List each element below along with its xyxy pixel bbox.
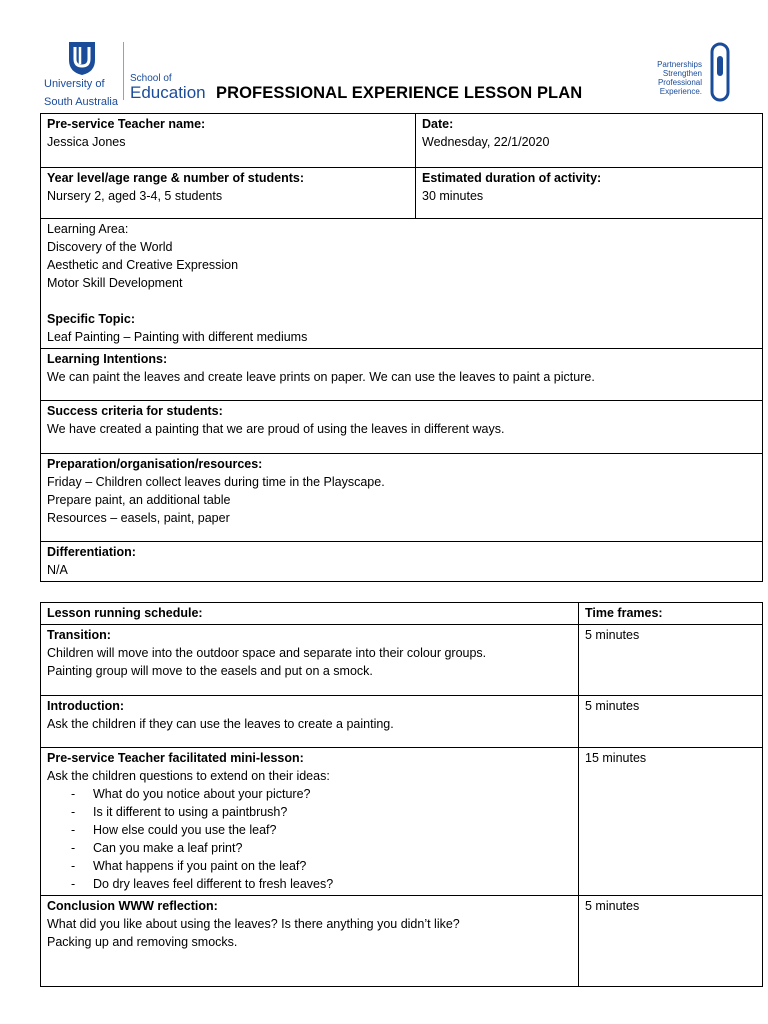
learning-area-cell xyxy=(41,219,763,349)
question-item: - What do you notice about your picture? xyxy=(71,785,572,803)
schedule-step-cell xyxy=(41,696,579,748)
learning-area-item: Aesthetic and Creative Expression xyxy=(47,258,239,272)
topic-value: Leaf Painting – Painting with different mediums xyxy=(47,330,308,344)
differentiation-label: Differentiation: xyxy=(47,545,136,559)
step-line: Packing up and removing smocks. xyxy=(47,935,238,949)
table-row xyxy=(41,454,763,542)
time-frames-column-header: Time frames: xyxy=(579,603,763,625)
schedule-step-cell xyxy=(41,896,579,987)
step-line: Ask the children questions to extend on their ideas: xyxy=(47,769,330,783)
step-title: Introduction: xyxy=(47,699,125,713)
preparation-cell xyxy=(41,454,763,542)
teacher-value: Jessica Jones xyxy=(47,135,126,149)
step-line: Ask the children if they can use the leaves to create a painting. xyxy=(47,717,394,731)
schedule-step-cell xyxy=(41,748,579,896)
school-name xyxy=(130,74,206,102)
partnerships-mark-icon xyxy=(708,42,734,102)
learning-area-label: Learning Area: xyxy=(47,222,129,236)
school-of-label: School of xyxy=(130,73,172,84)
spacer xyxy=(47,292,756,310)
differentiation-cell xyxy=(41,542,763,582)
step-line: What did you like about using the leaves? Is there anything you didn’t like? xyxy=(47,917,460,931)
year-level-cell xyxy=(41,168,416,219)
time-frame-cell: 5 minutes xyxy=(579,696,763,748)
date-cell xyxy=(416,114,763,168)
preparation-line: Friday – Children collect leaves during time in the Playscape. xyxy=(47,475,385,489)
document-header xyxy=(0,0,768,110)
intentions-label: Learning Intentions: xyxy=(47,352,168,366)
university-logo xyxy=(44,40,122,108)
table-row xyxy=(41,603,763,625)
learning-area-item: Motor Skill Development xyxy=(47,276,183,290)
success-criteria-value: We have created a painting that we are proud of using the leaves in different ways. xyxy=(47,422,505,436)
time-frame-cell: 5 minutes xyxy=(579,896,763,987)
university-name-line2: South Australia xyxy=(44,96,118,108)
university-name-line1: University of xyxy=(44,78,105,90)
success-criteria-label: Success criteria for students: xyxy=(47,404,223,418)
table-row xyxy=(41,625,763,696)
partner-line-1: Partnerships xyxy=(657,60,702,69)
date-label: Date: xyxy=(422,117,454,131)
step-line: Children will move into the outdoor space and separate into their colour groups. xyxy=(47,646,487,660)
lesson-schedule-table xyxy=(40,602,763,987)
success-criteria-cell xyxy=(41,401,763,454)
question-item: - Is it different to using a paintbrush? xyxy=(71,803,572,821)
duration-label: Estimated duration of activity: xyxy=(422,171,602,185)
partnerships-logo xyxy=(632,42,736,104)
partner-line-2: Strengthen xyxy=(662,69,702,78)
question-item: - Can you make a leaf print? xyxy=(71,839,572,857)
table-row xyxy=(41,896,763,987)
schedule-step-cell xyxy=(41,625,579,696)
intentions-value: We can paint the leaves and create leave prints on paper. We can use the leaves to paint a picture. xyxy=(47,370,595,384)
lesson-details-table xyxy=(40,113,763,582)
university-name xyxy=(44,78,118,114)
table-row xyxy=(41,401,763,454)
step-title: Pre-service Teacher facilitated mini-lesson: xyxy=(47,751,304,765)
time-frame-cell: 15 minutes xyxy=(579,748,763,896)
partner-line-3: Professional xyxy=(657,78,702,87)
page-title: PROFESSIONAL EXPERIENCE LESSON PLAN xyxy=(216,84,583,102)
time-frame-cell: 5 minutes xyxy=(579,625,763,696)
year-level-value: Nursery 2, aged 3-4, 5 students xyxy=(47,189,223,203)
duration-cell xyxy=(416,168,763,219)
differentiation-value: N/A xyxy=(47,563,68,577)
table-row xyxy=(41,219,763,349)
topic-label: Specific Topic: xyxy=(47,312,135,326)
question-item: - Do dry leaves feel different to fresh leaves? xyxy=(71,875,572,893)
preparation-label: Preparation/organisation/resources: xyxy=(47,457,263,471)
teacher-cell xyxy=(41,114,416,168)
schedule-column-header: Lesson running schedule: xyxy=(41,603,579,625)
step-line: Painting group will move to the easels and put on a smock. xyxy=(47,664,373,678)
table-row xyxy=(41,748,763,896)
table-row xyxy=(41,168,763,219)
year-level-label: Year level/age range & number of students: xyxy=(47,171,305,185)
table-row xyxy=(41,349,763,401)
question-item: - What happens if you paint on the leaf? xyxy=(71,857,572,875)
table-row xyxy=(41,114,763,168)
preparation-line: Resources – easels, paint, paper xyxy=(47,511,230,525)
table-row xyxy=(41,542,763,582)
logo-divider xyxy=(123,42,124,100)
step-title: Transition: xyxy=(47,628,111,642)
question-item: - How else could you use the leaf? xyxy=(71,821,572,839)
intentions-cell xyxy=(41,349,763,401)
step-title: Conclusion WWW reflection: xyxy=(47,899,218,913)
school-education-label: Education xyxy=(130,83,206,102)
partnerships-tagline xyxy=(657,60,702,96)
university-shield-icon xyxy=(66,40,98,76)
partner-line-4: Experience. xyxy=(659,87,702,96)
duration-value: 30 minutes xyxy=(422,189,484,203)
teacher-label: Pre-service Teacher name: xyxy=(47,117,206,131)
question-list xyxy=(47,785,572,893)
learning-area-item: Discovery of the World xyxy=(47,240,173,254)
table-row xyxy=(41,696,763,748)
date-value: Wednesday, 22/1/2020 xyxy=(422,135,550,149)
preparation-line: Prepare paint, an additional table xyxy=(47,493,231,507)
